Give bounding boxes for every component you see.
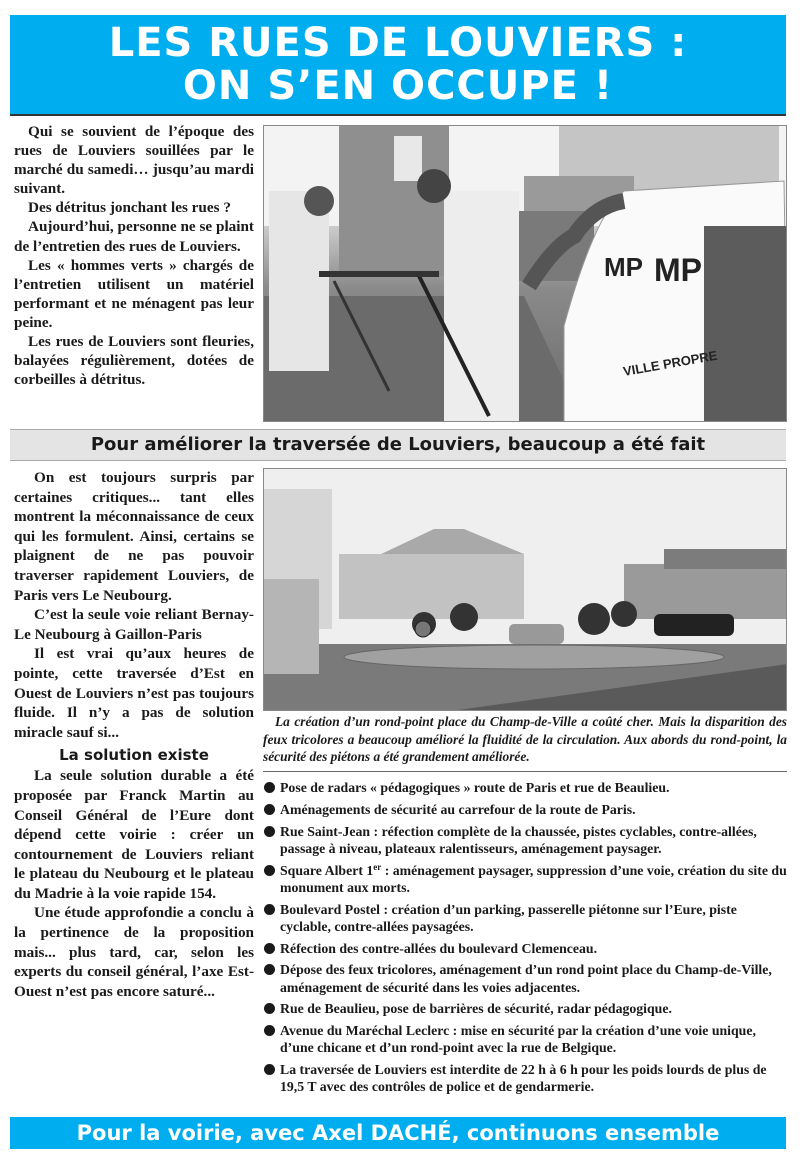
bullet-icon (264, 943, 275, 954)
svg-text:VILLE PROPRE: VILLE PROPRE (621, 347, 719, 379)
article-subheading: La solution existe (59, 746, 209, 765)
roundabout-illustration (264, 469, 787, 711)
list-item: Square Albert 1er : aménagement paysager, suppression d’une voie, création du site du monument aux morts. (263, 862, 787, 896)
intro-paragraph: Des détritus jonchant les rues ? (28, 199, 231, 217)
bullet-icon (264, 782, 275, 793)
section-heading: Pour améliorer la traversée de Louviers, beaucoup a été fait (10, 429, 786, 461)
bullet-icon (264, 1003, 275, 1014)
caption-text: La création d’un rond-point place du Champ-de-Ville a coûté cher. Mais la disparition des feux tricolores a beaucoup amélioré la fluidité de la circulation. Aux abords du rond-point, la sécurité des piétons a été grandement améliorée. (263, 714, 787, 764)
article-paragraph: Il est vrai qu’aux heures de pointe, cette traversée d’Est en Ouest de Louviers n’est pas toujours fluide. Il n’y a pas de solution miracle sauf si... (14, 645, 254, 741)
svg-text:MP: MP (654, 252, 702, 288)
article-paragraph: La seule solution durable a été proposée par Franck Martin au Conseil Général de l’Eure dont dépend cette voirie : créer un contournement de Louviers reliant le plateau du Neubourg et le plateau du Madrie à la voie rapide 154. (14, 767, 254, 902)
page-title-line-1: LES RUES DE LOUVIERS : (108, 20, 688, 66)
bullet-icon (264, 1025, 275, 1036)
bullet-icon (264, 904, 275, 915)
bullet-icon (264, 826, 275, 837)
article-paragraph: C’est la seule voie reliant Bernay-Le Neubourg à Gaillon-Paris (14, 606, 254, 643)
street-cleaning-photo (263, 125, 787, 422)
list-item: Aménagements de sécurité au carrefour de la route de Paris. (263, 801, 787, 818)
list-item: Rue Saint-Jean : réfection complète de la chaussée, pistes cyclables, contre-allées, passage à niveau, plateaux ralentisseurs, aménagement paysager. (263, 823, 787, 857)
intro-text (14, 122, 254, 389)
intro-paragraph: Aujourd’hui, personne ne se plaint de l’entretien des rues de Louviers. (14, 218, 254, 255)
list-item: La traversée de Louviers est interdite de 22 h à 6 h pour les poids lourds de plus de 19,5 T avec des contrôles de police et de gendarmerie. (263, 1061, 787, 1095)
page-title-line-2: ON S’EN OCCUPE ! (182, 63, 614, 109)
article-paragraph: Une étude approfondie a conclu à la pertinence de la proposition mais... plus tard, car, selon les experts du conseil général, l’axe Est-Ouest n’est pas encore saturé... (14, 904, 254, 1000)
list-item: Avenue du Maréchal Leclerc : mise en sécurité par la création d’une voie unique, d’une chicane et d’un rond-point avec la rue de Belgique. (263, 1022, 787, 1056)
roundabout-photo (263, 468, 787, 711)
bullet-icon (264, 865, 275, 876)
footer-slogan: Pour la voirie, avec Axel DACHÉ, continuons ensemble (10, 1117, 786, 1149)
list-item: Boulevard Postel : création d’un parking, passerelle piétonne sur l’Eure, piste cyclable, contre-allées paysagées. (263, 901, 787, 935)
list-item: Rue de Beaulieu, pose de barrières de sécurité, radar pédagogique. (263, 1000, 787, 1017)
bullet-icon (264, 964, 275, 975)
list-item: Réfection des contre-allées du boulevard Clemenceau. (263, 940, 787, 957)
list-item: Dépose des feux tricolores, aménagement d’un rond point place du Champ-de-Ville, aménagement de sécurité dans les voies adjacentes. (263, 961, 787, 995)
svg-text:MP: MP (604, 252, 643, 282)
page-title-banner (10, 15, 786, 116)
street-cleaning-illustration (264, 126, 787, 422)
intro-paragraph: Les rues de Louviers sont fleuries, balayées régulièrement, dotées de corbeilles à détritus. (14, 333, 254, 389)
bullet-icon (264, 804, 275, 815)
article-text (14, 468, 254, 1001)
photo-caption (263, 713, 787, 772)
bullet-icon (264, 1064, 275, 1075)
intro-paragraph: Les « hommes verts » chargés de l’entretien utilisent un matériel performant et ne ménagent pas leur peine. (14, 256, 254, 331)
intro-paragraph: Qui se souvient de l’époque des rues de Louviers souillées par le marché du samedi… jusqu’au mardi suivant. (14, 123, 254, 198)
achievements-list (263, 779, 787, 1100)
article-paragraph: On est toujours surpris par certaines critiques... tant elles montrent la méconnaissance de ceux qui les formulent. Ainsi, certains se plaignent de ne pas pouvoir traverser rapidement Louviers, de Paris vers Le Neubourg. (14, 469, 254, 604)
list-item: Pose de radars « pédagogiques » route de Paris et rue de Beaulieu. (263, 779, 787, 796)
